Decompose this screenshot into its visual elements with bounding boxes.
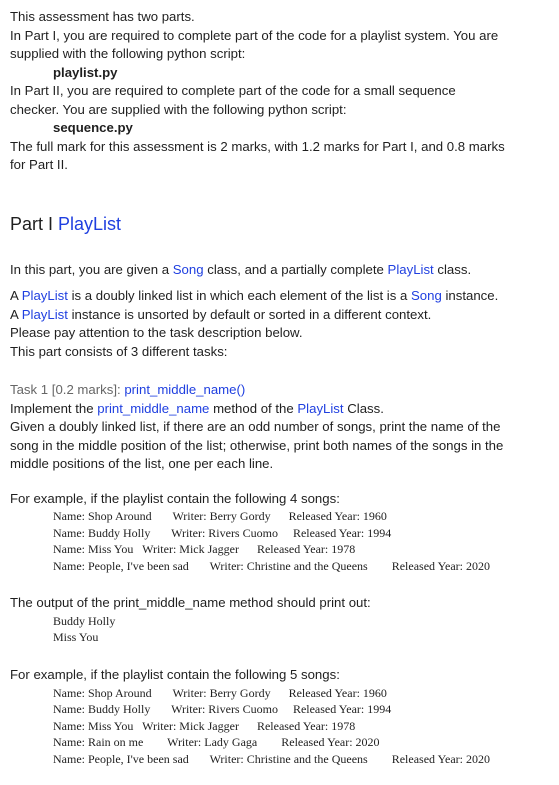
- task1-text-a: Implement the: [10, 400, 98, 416]
- heading-playlist-link[interactable]: PlayList: [58, 213, 122, 234]
- song-class-link[interactable]: Song: [410, 288, 442, 303]
- song-entry: Name: Shop Around Writer: Berry Gordy Released Year: 1960: [53, 509, 387, 523]
- example1-song-list: [10, 508, 555, 574]
- desc3-text-a: A: [10, 306, 22, 322]
- intro-line-4: In Part II, you are required to complete part of the code for a small sequence: [10, 83, 456, 98]
- song-class-link[interactable]: Song: [172, 261, 204, 277]
- task1-desc-line-4: middle positions of the list, one per each line.: [10, 456, 274, 471]
- playlist-class-link[interactable]: PlayList: [387, 261, 434, 277]
- output-intro: The output of the print_middle_name method should print out:: [10, 595, 371, 611]
- desc3-text-b: instance is unsorted by default or sorted in a different context.: [67, 306, 432, 322]
- task1-desc-line-1: [10, 400, 555, 419]
- output-list: [10, 613, 555, 646]
- song-entry: Name: People, I've been sad Writer: Christine and the Queens Released Year: 2020: [53, 558, 491, 573]
- desc-line-4: Please pay attention to the task description below.: [10, 325, 303, 340]
- playlist-class-link[interactable]: PlayList: [21, 306, 68, 322]
- task1-desc-line-3: song in the middle position of the list; otherwise, print both names of the songs in the: [10, 437, 504, 453]
- song-entry: Name: Buddy Holly Writer: Rivers Cuomo Released Year: 1994: [53, 702, 392, 717]
- desc1-text-a: In this part, you are given a: [10, 261, 173, 277]
- song-entry: Name: Buddy Holly Writer: Rivers Cuomo Released Year: 1994: [53, 525, 392, 540]
- task1-method-link[interactable]: print_middle_name(): [124, 382, 246, 397]
- song-entry: Name: Miss You Writer: Mick Jagger Released Year: 1978: [53, 718, 356, 733]
- desc1-text-b: class, and a partially complete: [203, 261, 388, 277]
- task1-text-b: method of the: [209, 400, 298, 416]
- playlist-class-link[interactable]: PlayList: [297, 400, 344, 416]
- example1-intro: For example, if the playlist contain the following 4 songs:: [10, 490, 340, 506]
- output-line: Buddy Holly: [53, 613, 116, 628]
- task1-heading: [10, 381, 555, 400]
- desc-line-3: [10, 306, 555, 325]
- task1-text-c: Class.: [343, 400, 384, 416]
- desc2-text-a: A: [10, 288, 22, 303]
- playlist-class-link[interactable]: PlayList: [21, 288, 68, 303]
- section-heading: [10, 213, 555, 235]
- intro-line-3: supplied with the following python script:: [10, 46, 246, 61]
- intro-line-5: checker. You are supplied with the following python script:: [10, 101, 347, 117]
- song-entry: Name: People, I've been sad Writer: Christine and the Queens Released Year: 2020: [53, 751, 491, 766]
- desc-line-5: This part consists of 3 different tasks:: [10, 343, 228, 359]
- desc1-text-c: class.: [433, 261, 472, 277]
- desc-line-2: [10, 287, 555, 306]
- desc2-text-c: instance.: [441, 288, 499, 303]
- output-line: Miss You: [53, 630, 99, 645]
- song-entry: Name: Shop Around Writer: Berry Gordy Released Year: 1960: [53, 685, 387, 700]
- task1-label: Task 1 [0.2 marks]:: [10, 382, 125, 397]
- intro-line-1: This assessment has two parts.: [10, 9, 195, 24]
- desc-line-1: [10, 261, 555, 280]
- song-entry: Name: Rain on me Writer: Lady Gaga Released Year: 2020: [53, 735, 380, 750]
- intro-line-6: The full mark for this assessment is 2 marks, with 1.2 marks for Part I, and 0.8 marks: [10, 138, 505, 154]
- example2-intro: For example, if the playlist contain the following 5 songs:: [10, 667, 340, 683]
- task1-desc-line-2: Given a doubly linked list, if there are an odd number of songs, print the name of the: [10, 419, 501, 434]
- filename-sequence: sequence.py: [53, 120, 133, 135]
- intro-line-7: for Part II.: [10, 157, 68, 172]
- intro-line-2: In Part I, you are required to complete part of the code for a playlist system. You are: [10, 27, 499, 43]
- desc2-text-b: is a doubly linked list in which each element of the list is a: [67, 288, 411, 303]
- document-page: [10, 8, 555, 768]
- song-entry: Name: Miss You Writer: Mick Jagger Released Year: 1978: [53, 542, 356, 557]
- method-link[interactable]: print_middle_name: [97, 400, 210, 416]
- filename-playlist: playlist.py: [53, 64, 118, 80]
- example2-song-list: [10, 685, 555, 768]
- heading-prefix: Part I: [10, 213, 59, 234]
